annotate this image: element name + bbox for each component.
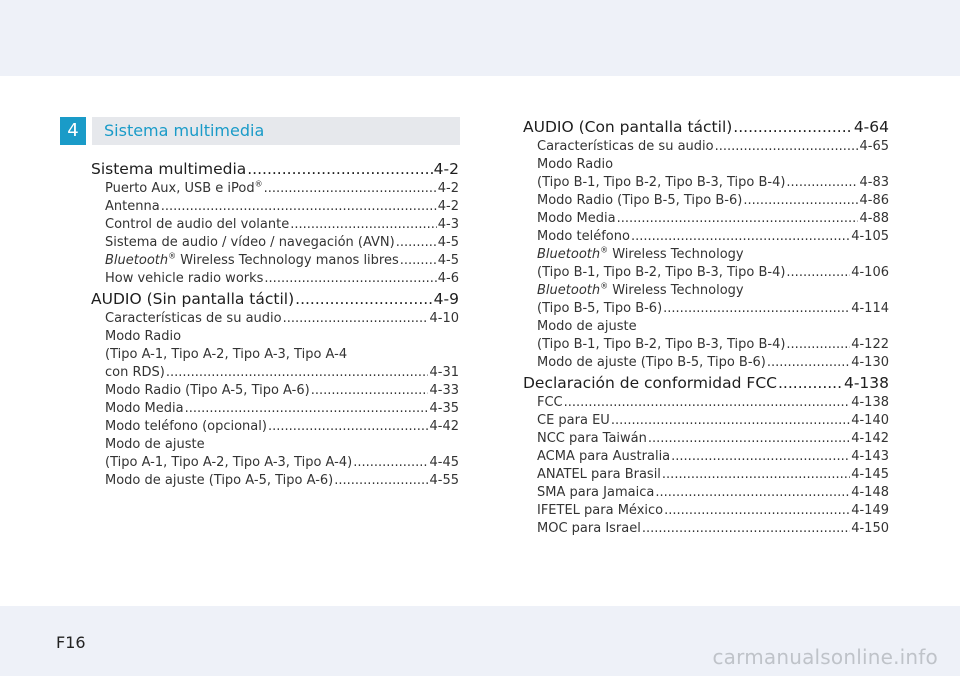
toc-page-number: 4-143 xyxy=(851,449,889,464)
chapter-number-badge: 4 xyxy=(60,117,86,145)
toc-entry[interactable] xyxy=(523,484,889,502)
toc-entry[interactable] xyxy=(523,138,889,156)
toc-entry[interactable] xyxy=(91,310,459,328)
toc-leader xyxy=(185,400,429,418)
toc-leader xyxy=(247,158,432,180)
toc-leader xyxy=(715,138,859,156)
toc-entry-title: IFETEL para México xyxy=(537,503,664,518)
toc-page-number: 4-6 xyxy=(437,271,459,286)
toc-page-number: 4-130 xyxy=(851,355,889,370)
toc-entry-title: MOC para Israel xyxy=(537,521,641,536)
toc-section-audio-con-pantalla[interactable] xyxy=(523,116,889,138)
toc-entry[interactable] xyxy=(523,300,889,318)
toc-page-number: 4-5 xyxy=(437,253,459,268)
bluetooth-brand: Bluetooth xyxy=(537,283,601,298)
toc-entry[interactable] xyxy=(523,264,889,282)
toc-entry[interactable] xyxy=(523,520,889,538)
bluetooth-brand: Bluetooth xyxy=(537,247,601,262)
toc-entry-title: NCC para Taiwán xyxy=(537,431,647,446)
toc-entry-title: Puerto Aux, USB e iPod xyxy=(105,181,255,196)
toc-entry-title: Características de su audio xyxy=(537,139,714,154)
toc-entry[interactable] xyxy=(91,270,459,288)
toc-leader xyxy=(166,364,429,382)
toc-entry[interactable] xyxy=(91,364,459,382)
toc-entry[interactable] xyxy=(523,354,889,372)
toc-entry-title: Antenna xyxy=(105,199,160,214)
toc-leader xyxy=(664,502,850,520)
toc-entry-title: Sistema de audio / vídeo / navegación (AVN) xyxy=(105,235,395,250)
toc-right-column xyxy=(523,116,889,538)
toc-page-number: 4-114 xyxy=(851,301,889,316)
page-number: F16 xyxy=(56,633,86,652)
toc-entry[interactable] xyxy=(91,418,459,436)
toc-leader xyxy=(767,354,850,372)
toc-page-number: 4-106 xyxy=(851,265,889,280)
toc-leader xyxy=(786,264,850,282)
registered-mark: ® xyxy=(600,245,609,255)
toc-leader xyxy=(662,466,850,484)
toc-leader xyxy=(161,198,437,216)
chapter-title: Sistema multimedia xyxy=(104,121,265,140)
toc-page-number: 4-83 xyxy=(859,175,889,190)
top-band xyxy=(0,0,960,76)
toc-page-number: 4-148 xyxy=(851,485,889,500)
toc-entry-title[interactable]: Modo de ajuste xyxy=(105,437,205,452)
toc-entry-title[interactable]: Modo de ajuste xyxy=(537,319,637,334)
toc-leader xyxy=(295,288,433,310)
toc-entry-title[interactable]: Bluetooth® Wireless Technology xyxy=(537,245,744,262)
toc-leader xyxy=(733,116,853,138)
registered-mark: ® xyxy=(600,281,609,291)
toc-entry-title[interactable]: Bluetooth® Wireless Technology xyxy=(537,281,744,298)
toc-page-number: 4-31 xyxy=(429,365,459,380)
toc-entry[interactable] xyxy=(523,430,889,448)
toc-entry-title: Modo teléfono (opcional) xyxy=(105,419,267,434)
toc-leader xyxy=(290,216,437,234)
toc-page-number: 4-9 xyxy=(433,290,459,308)
toc-entry-title: Modo Radio (Tipo A-5, Tipo A-6) xyxy=(105,383,310,398)
toc-entry[interactable] xyxy=(91,400,459,418)
toc-entry-title: Modo Media xyxy=(537,211,616,226)
toc-entry-title: (Tipo B-1, Tipo B-2, Tipo B-3, Tipo B-4) xyxy=(537,337,786,352)
toc-entry-title: Modo Radio (Tipo B-5, Tipo B-6) xyxy=(537,193,743,208)
toc-entry-title: Modo de ajuste (Tipo B-5, Tipo B-6) xyxy=(537,355,766,370)
toc-leader xyxy=(283,310,429,328)
toc-entry[interactable] xyxy=(523,228,889,246)
toc-entry-title: Control de audio del volante xyxy=(105,217,290,232)
toc-leader xyxy=(786,336,850,354)
toc-page-number: 4-10 xyxy=(429,311,459,326)
toc-entry-title: (Tipo A-1, Tipo A-2, Tipo A-3, Tipo A-4) xyxy=(105,455,353,470)
registered-mark: ® xyxy=(254,179,263,189)
chapter-header xyxy=(60,117,460,145)
bluetooth-brand: Bluetooth xyxy=(105,253,169,268)
toc-page-number: 4-2 xyxy=(433,160,459,178)
toc-page-number: 4-88 xyxy=(859,211,889,226)
toc-page-number: 4-122 xyxy=(851,337,889,352)
toc-entry-title: Modo Media xyxy=(105,401,184,416)
toc-entry[interactable] xyxy=(523,336,889,354)
toc-page-number: 4-64 xyxy=(853,118,889,136)
toc-entry[interactable] xyxy=(91,198,459,216)
toc-page-number: 4-55 xyxy=(429,473,459,488)
toc-entry-title: CE para EU xyxy=(537,413,610,428)
toc-page-number: 4-142 xyxy=(851,431,889,446)
toc-leader xyxy=(611,412,850,430)
toc-page-number: 4-45 xyxy=(429,455,459,470)
toc-entry-title[interactable]: (Tipo A-1, Tipo A-2, Tipo A-3, Tipo A-4 xyxy=(105,347,348,362)
toc-leader xyxy=(778,372,843,394)
toc-leader xyxy=(648,430,850,448)
toc-leader xyxy=(642,520,850,538)
toc-page-number: 4-86 xyxy=(859,193,889,208)
toc-left-column xyxy=(91,158,459,490)
registered-mark: ® xyxy=(168,251,177,261)
toc-entry[interactable] xyxy=(91,382,459,400)
toc-entry-title: con RDS) xyxy=(105,365,165,380)
toc-leader xyxy=(334,472,428,490)
toc-leader xyxy=(743,192,858,210)
toc-page-number: 4-35 xyxy=(429,401,459,416)
toc-section-title: Declaración de conformidad FCC xyxy=(523,374,777,392)
toc-leader xyxy=(655,484,850,502)
toc-leader xyxy=(671,448,850,466)
toc-leader xyxy=(631,228,850,246)
toc-page-number: 4-140 xyxy=(851,413,889,428)
toc-entry[interactable] xyxy=(523,502,889,520)
toc-page-number: 4-2 xyxy=(437,181,459,196)
toc-entry-title: SMA para Jamaica xyxy=(537,485,655,500)
toc-page-number: 4-145 xyxy=(851,467,889,482)
toc-page-number: 4-33 xyxy=(429,383,459,398)
toc-leader xyxy=(786,174,858,192)
toc-entry-title: (Tipo B-1, Tipo B-2, Tipo B-3, Tipo B-4) xyxy=(537,175,786,190)
toc-page-number: 4-105 xyxy=(851,229,889,244)
toc-entry-title: Wireless Technology manos libres xyxy=(176,253,399,268)
toc-entry-title[interactable]: Modo Radio xyxy=(537,157,614,172)
toc-entry[interactable] xyxy=(91,216,459,234)
toc-entry-title: ANATEL para Brasil xyxy=(537,467,661,482)
toc-leader xyxy=(353,454,428,472)
toc-page-number: 4-138 xyxy=(851,395,889,410)
toc-entry[interactable] xyxy=(91,180,459,198)
toc-entry[interactable] xyxy=(523,412,889,430)
toc-entry[interactable] xyxy=(91,472,459,490)
toc-entry-title: (Tipo B-5, Tipo B-6) xyxy=(537,301,663,316)
toc-section-sistema-multimedia[interactable] xyxy=(91,158,459,180)
toc-entry[interactable] xyxy=(91,234,459,252)
watermark: carmanualsonline.info xyxy=(712,645,938,669)
toc-entry[interactable] xyxy=(523,466,889,484)
toc-leader xyxy=(311,382,429,400)
toc-page-number: 4-2 xyxy=(437,199,459,214)
toc-page-number: 4-150 xyxy=(851,521,889,536)
toc-section-title: AUDIO (Con pantalla táctil) xyxy=(523,118,733,136)
toc-entry[interactable] xyxy=(523,394,889,412)
toc-leader xyxy=(264,180,437,198)
toc-page-number: 4-3 xyxy=(437,217,459,232)
toc-leader xyxy=(564,394,851,412)
toc-entry-title: Características de su audio xyxy=(105,311,282,326)
toc-page-number: 4-149 xyxy=(851,503,889,518)
toc-leader xyxy=(396,234,437,252)
toc-entry-title: How vehicle radio works xyxy=(105,271,264,286)
toc-section-audio-sin-pantalla[interactable] xyxy=(91,288,459,310)
toc-entry-title: FCC xyxy=(537,395,563,410)
toc-entry-title: ACMA para Australia xyxy=(537,449,671,464)
toc-leader xyxy=(264,270,436,288)
toc-page-number: 4-5 xyxy=(437,235,459,250)
toc-entry-title[interactable]: Modo Radio xyxy=(105,329,182,344)
toc-entry-title: Modo de ajuste (Tipo A-5, Tipo A-6) xyxy=(105,473,334,488)
toc-page-number: 4-42 xyxy=(429,419,459,434)
toc-entry[interactable] xyxy=(91,454,459,472)
toc-section-title: AUDIO (Sin pantalla táctil) xyxy=(91,290,295,308)
toc-leader xyxy=(617,210,859,228)
toc-section-declaracion-fcc[interactable] xyxy=(523,372,889,394)
toc-leader xyxy=(268,418,429,436)
toc-section-title: Sistema multimedia xyxy=(91,160,247,178)
toc-leader xyxy=(400,252,437,270)
toc-entry[interactable] xyxy=(523,448,889,466)
toc-entry-title: (Tipo B-1, Tipo B-2, Tipo B-3, Tipo B-4) xyxy=(537,265,786,280)
chapter-title-bar xyxy=(92,117,460,145)
toc-entry[interactable] xyxy=(523,210,889,228)
toc-entry[interactable] xyxy=(91,252,459,270)
toc-page-number: 4-138 xyxy=(843,374,889,392)
toc-entry[interactable] xyxy=(523,174,889,192)
toc-entry[interactable] xyxy=(523,192,889,210)
toc-entry-title: Modo teléfono xyxy=(537,229,630,244)
toc-page-number: 4-65 xyxy=(859,139,889,154)
toc-leader xyxy=(663,300,850,318)
